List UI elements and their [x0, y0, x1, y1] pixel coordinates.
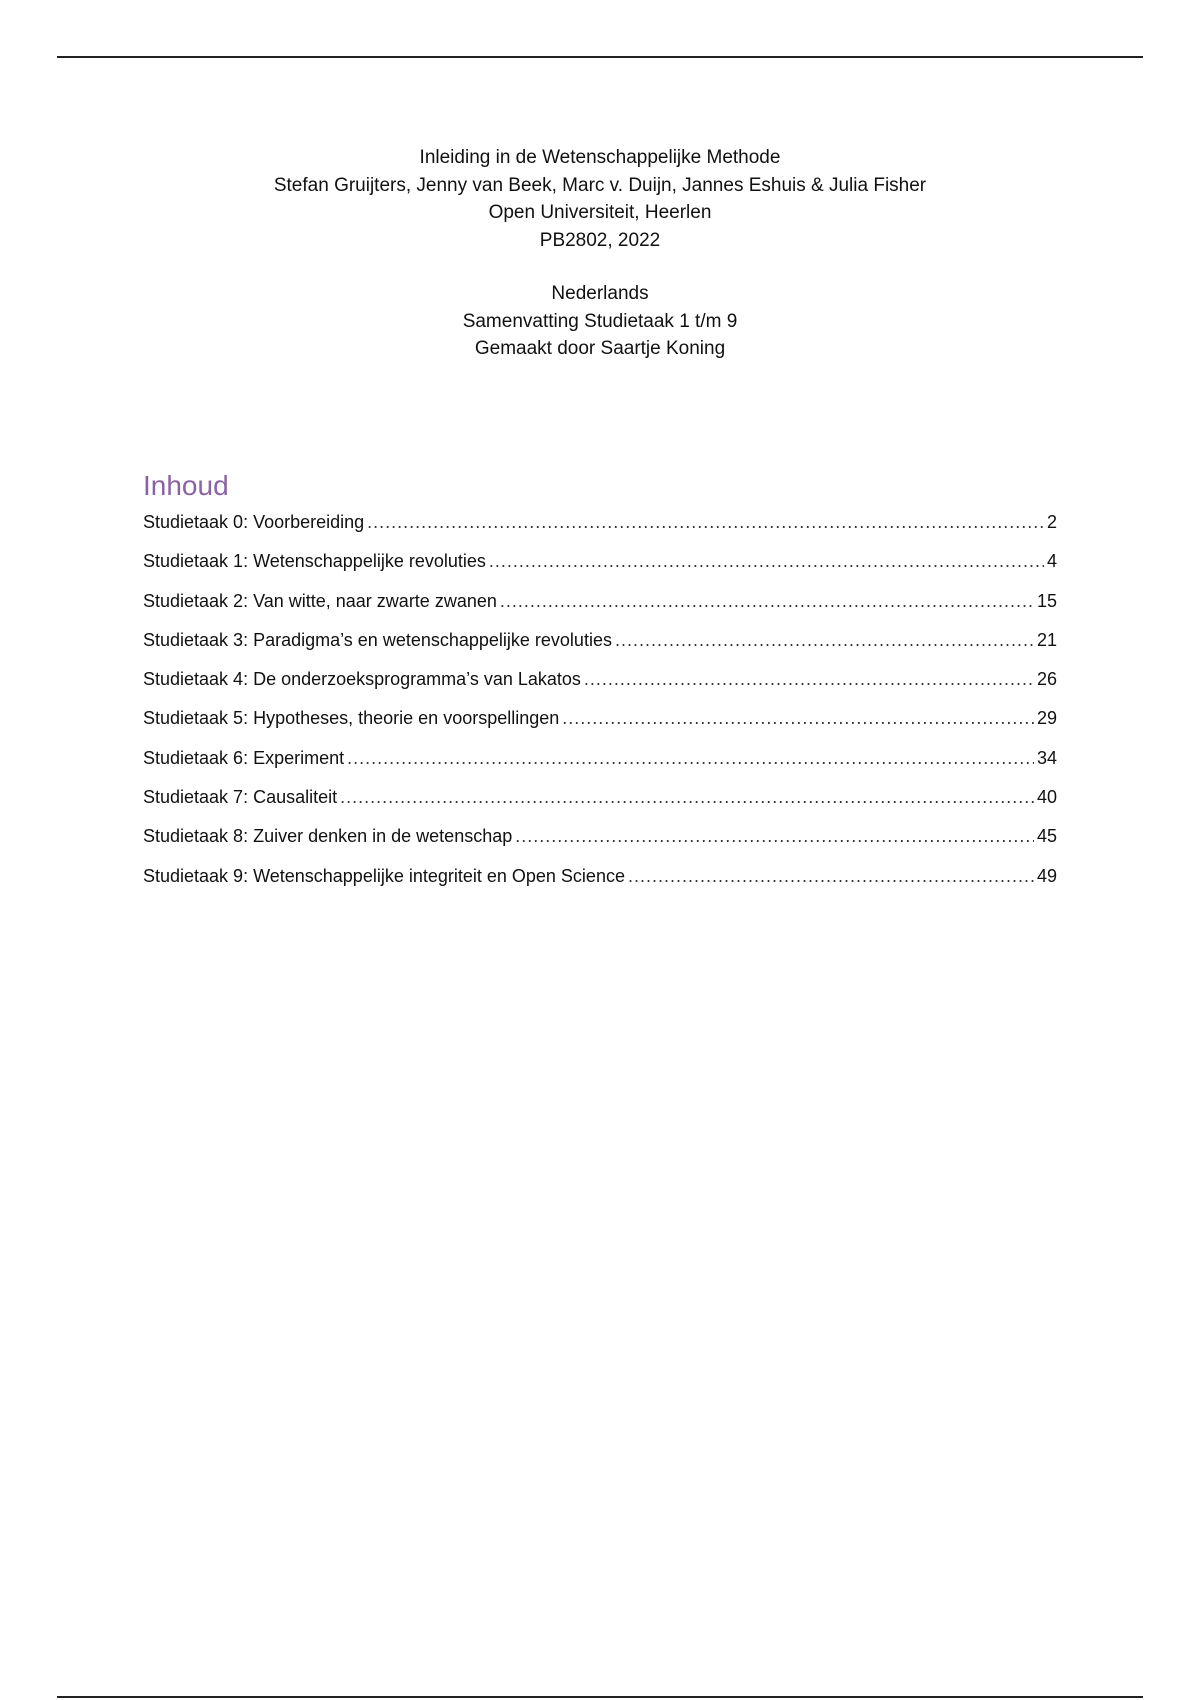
toc-entry-page[interactable]: 34 [1036, 747, 1057, 768]
toc-dot-leader [340, 787, 1034, 808]
toc-dot-leader [628, 866, 1034, 887]
toc-entry-title[interactable]: Studietaak 1: Wetenschappelijke revoluties [143, 551, 486, 572]
toc-entry-page[interactable]: 40 [1036, 787, 1057, 808]
header-rule [57, 56, 1143, 58]
toc-entry-title[interactable]: Studietaak 8: Zuiver denken in de wetenschap [143, 826, 513, 847]
toc-entry-title[interactable]: Studietaak 4: De onderzoeksprogramma’s van Lakatos [143, 669, 581, 690]
toc-dot-leader [584, 669, 1034, 690]
toc-entry[interactable] [143, 866, 1057, 905]
toc-entry[interactable] [143, 787, 1057, 826]
toc-entry-page[interactable]: 4 [1046, 551, 1057, 572]
authors: Stefan Gruijters, Jenny van Beek, Marc v. Duijn, Jannes Eshuis & Julia Fisher [273, 174, 927, 196]
toc-entry-title[interactable]: Studietaak 9: Wetenschappelijke integriteit en Open Science [143, 865, 625, 886]
toc-entry-title[interactable]: Studietaak 3: Paradigma’s en wetenschappelijke revoluties [143, 629, 612, 650]
toc-dot-leader [500, 591, 1034, 612]
toc-dot-leader [615, 630, 1034, 651]
course-code: PB2802, 2022 [539, 229, 661, 251]
toc-entry-title[interactable]: Studietaak 0: Voorbereiding [143, 512, 365, 532]
toc-entry-title[interactable]: Studietaak 7: Causaliteit [143, 787, 338, 808]
toc-entry[interactable] [143, 669, 1057, 708]
toc-list [143, 512, 1057, 905]
toc-entry-title[interactable]: Studietaak 6: Experiment [143, 747, 345, 768]
toc-dot-leader [347, 748, 1034, 769]
language: Nederlands [551, 283, 649, 304]
toc-heading: Inhoud [143, 470, 229, 501]
table-of-contents [143, 466, 1057, 905]
toc-entry-page[interactable]: 45 [1036, 826, 1057, 847]
summary-scope: Samenvatting Studietaak 1 t/m 9 [462, 310, 738, 332]
made-by: Gemaakt door Saartje Koning [474, 338, 726, 359]
institution: Open Universiteit, Heerlen [488, 202, 712, 223]
toc-entry-title[interactable]: Studietaak 2: Van witte, naar zwarte zwanen [143, 590, 497, 611]
toc-entry[interactable] [143, 630, 1057, 669]
toc-entry-page[interactable]: 15 [1036, 590, 1057, 611]
toc-entry[interactable] [143, 748, 1057, 787]
toc-entry[interactable] [143, 512, 1057, 551]
toc-dot-leader [515, 826, 1034, 847]
toc-entry-page[interactable]: 29 [1036, 708, 1057, 729]
toc-dot-leader [562, 708, 1034, 729]
toc-entry-page[interactable]: 2 [1046, 512, 1057, 532]
toc-entry-page[interactable]: 21 [1036, 629, 1057, 650]
toc-entry[interactable] [143, 708, 1057, 747]
toc-entry[interactable] [143, 591, 1057, 630]
toc-entry-title[interactable]: Studietaak 5: Hypotheses, theorie en voorspellingen [143, 708, 560, 729]
course-title: Inleiding in de Wetenschappelijke Methode [419, 147, 781, 168]
toc-dot-leader [367, 512, 1044, 533]
title-block [0, 144, 1200, 363]
toc-dot-leader [489, 551, 1044, 572]
title-spacer [0, 254, 1200, 280]
footer-rule [57, 1696, 1143, 1698]
toc-entry-page[interactable]: 26 [1036, 669, 1057, 690]
toc-entry[interactable] [143, 826, 1057, 865]
toc-entry-page[interactable]: 49 [1036, 865, 1057, 886]
toc-entry[interactable] [143, 551, 1057, 590]
